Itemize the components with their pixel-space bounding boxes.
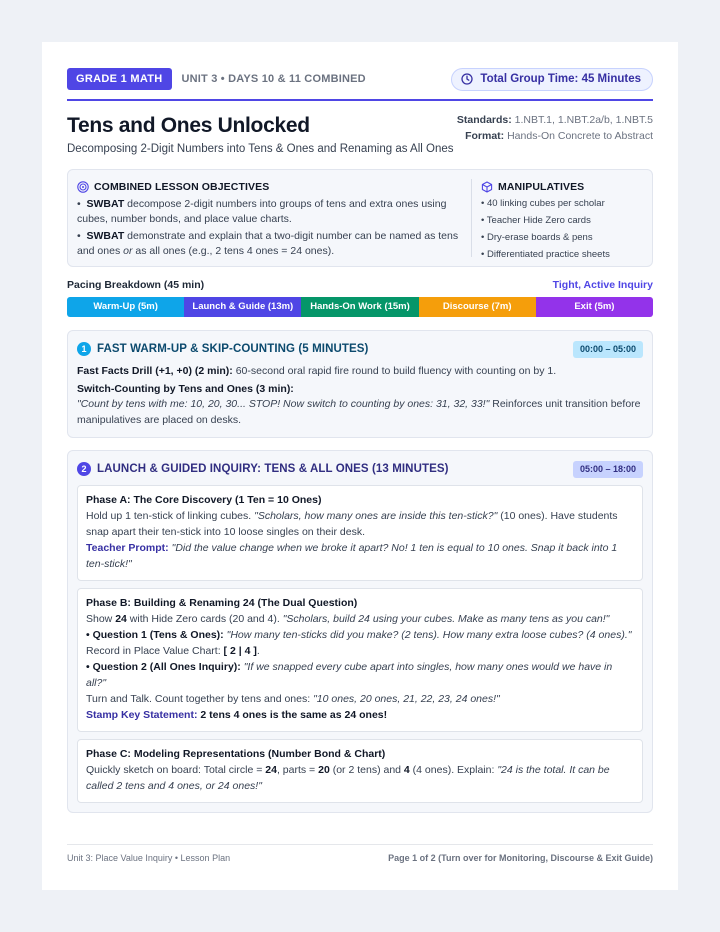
section-title: LAUNCH & GUIDED INQUIRY: TENS & ALL ONES (13 MINUTES)	[97, 463, 449, 475]
pacing-tag: Tight, Active Inquiry	[552, 279, 653, 291]
grade-badge: GRADE 1 MATH	[67, 68, 172, 90]
title-row	[67, 113, 653, 155]
phase-text: Hold up 1 ten-stick of linking cubes. "Scholars, how many ones are inside this ten-stick?" (10 ones). Have students snap apart their ten-stick into 10 loose singles on their desk.	[86, 510, 618, 538]
manipulative-item: • Teacher Hide Zero cards	[481, 215, 591, 226]
phase-text: Show 24 with Hide Zero cards (20 and 4). "Scholars, build 24 using your cubes. Make as many tens as you can!"	[86, 613, 610, 625]
standards-block	[457, 113, 653, 155]
pacing-heading: Pacing Breakdown (45 min)	[67, 279, 205, 291]
pacing-header	[67, 279, 653, 291]
phase-a-card	[77, 485, 643, 581]
switch-paragraph: "Count by tens with me: 10, 20, 30... STOP! Now switch to counting by ones: 31, 32, 33!" Reinforces unit transition before manipulatives are placed on desks.	[77, 398, 641, 426]
phase-text: Quickly sketch on board: Total circle = 24, parts = 20 (or 2 tens) and 4 (4 ones). Explain: "24 is the total. It can be called 2 tens and 4 ones, or 24 ones!"	[86, 764, 610, 792]
phase-c-card	[77, 739, 643, 803]
page-title: Tens and Ones Unlocked	[67, 114, 310, 137]
section-title: FAST WARM-UP & SKIP-COUNTING (5 MINUTES)	[97, 343, 369, 355]
objectives-panel	[77, 179, 461, 257]
total-time-pill	[451, 68, 653, 91]
pacing-segment-exit: Exit (5m)	[536, 297, 653, 317]
manipulative-item: • Dry-erase boards & pens	[481, 232, 593, 243]
phase-title: Phase B: Building & Renaming 24 (The Dual Question)	[86, 597, 358, 609]
section-number: 2	[77, 462, 91, 476]
format-label: Format:	[465, 129, 505, 142]
standards-value: 1.NBT.1, 1.NBT.2a/b, 1.NBT.5	[514, 114, 653, 126]
turn-and-talk: Turn and Talk. Count together by tens and ones: "10 ones, 20 ones, 21, 22, 23, 24 ones!"	[86, 693, 500, 705]
objectives-box	[67, 169, 653, 267]
objective-item: • SWBAT decompose 2-digit numbers into groups of tens and extra ones using cubes, number bonds, and place value charts.	[77, 198, 447, 225]
pacing-segment-warmup: Warm-Up (5m)	[67, 297, 184, 317]
page-footer	[67, 844, 653, 863]
section-time-tag: 00:00 – 05:00	[573, 341, 643, 358]
section-launch	[67, 450, 653, 813]
section-number: 1	[77, 342, 91, 356]
drill-paragraph: Fast Facts Drill (+1, +0) (2 min): 60-second oral rapid fire round to build fluency with counting on by 1.	[77, 365, 557, 377]
pacing-bar	[67, 297, 653, 317]
clock-icon	[461, 73, 473, 85]
target-icon	[77, 181, 89, 193]
manipulative-item: • Differentiated practice sheets	[481, 249, 610, 260]
teacher-prompt: Teacher Prompt: "Did the value change when we broke it apart? No! 1 ten is equal to 10 ones. Snap it back into 1 ten-stick!"	[86, 542, 618, 570]
section-warmup	[67, 330, 653, 438]
header-row	[67, 67, 653, 91]
unit-line: UNIT 3 • DAYS 10 & 11 COMBINED	[181, 73, 366, 85]
manipulative-item: • 40 linking cubes per scholar	[481, 198, 605, 209]
pacing-segment-handson: Hands-On Work (15m)	[301, 297, 418, 317]
format-value: Hands-On Concrete to Abstract	[507, 129, 653, 142]
footer-right: Page 1 of 2 (Turn over for Monitoring, Discourse & Exit Guide)	[388, 853, 653, 863]
total-time-text: Total Group Time: 45 Minutes	[480, 73, 641, 85]
stamp-statement: Stamp Key Statement: 2 tens 4 ones is the same as 24 ones!	[86, 709, 388, 721]
pacing-segment-launch: Launch & Guide (13m)	[184, 297, 301, 317]
phase-b-card	[77, 588, 643, 732]
question-2: • Question 2 (All Ones Inquiry): "If we snapped every cube apart into singles, how many ones would we have in all?"	[86, 661, 613, 689]
objectives-heading: COMBINED LESSON OBJECTIVES	[94, 181, 270, 193]
objective-item: • SWBAT demonstrate and explain that a two-digit number can be named as tens and ones or as all ones (e.g., 2 tens 4 ones = 24 ones).	[77, 230, 459, 257]
section-time-tag: 05:00 – 18:00	[573, 461, 643, 478]
cube-icon	[481, 181, 493, 193]
manipulatives-panel	[471, 179, 642, 260]
header-divider	[67, 99, 653, 101]
lesson-plan-page	[42, 42, 678, 890]
phase-title: Phase C: Modeling Representations (Number Bond & Chart)	[86, 748, 386, 760]
question-1: • Question 1 (Tens & Ones): "How many ten-sticks did you make? (2 tens). How many extra loose cubes? (4 ones)."	[86, 629, 632, 641]
record-line: Record in Place Value Chart: [ 2 | 4 ].	[86, 645, 260, 657]
standards-label: Standards:	[456, 114, 512, 126]
pacing-segment-discourse: Discourse (7m)	[419, 297, 536, 317]
phase-title: Phase A: The Core Discovery (1 Ten = 10 Ones)	[86, 494, 322, 506]
manipulatives-heading: MANIPULATIVES	[498, 181, 585, 193]
page-subtitle: Decomposing 2-Digit Numbers into Tens & Ones and Renaming as All Ones	[67, 143, 454, 155]
footer-left: Unit 3: Place Value Inquiry • Lesson Plan	[67, 853, 231, 863]
switch-heading: Switch-Counting by Tens and Ones (3 min):	[77, 382, 294, 395]
